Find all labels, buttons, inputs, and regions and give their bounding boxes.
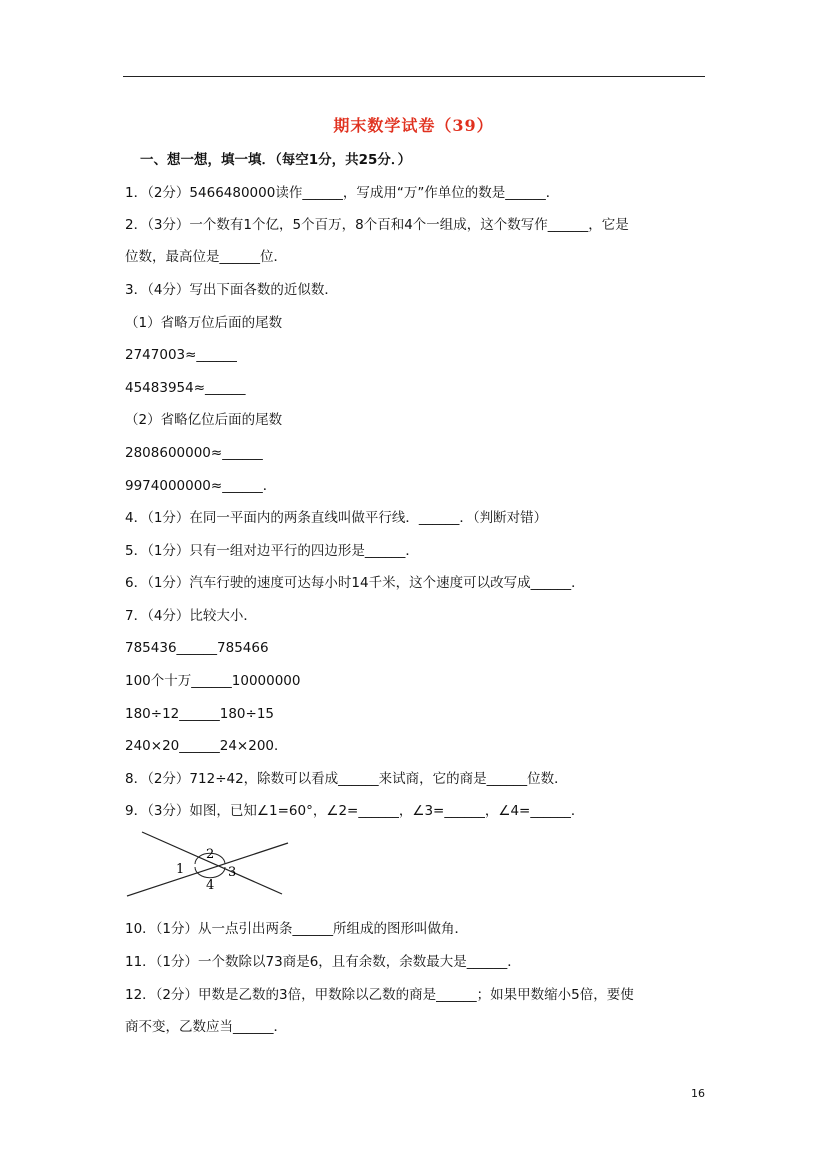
question-2-cont: 位数，最高位是______位． <box>125 249 287 265</box>
angle-label-2: 2 <box>206 847 215 862</box>
question-9: 9．（3分）如图，已知∠1=60°，∠2=______，∠3=______，∠4=______． <box>125 803 585 819</box>
question-3-item: 2808600000≈______ <box>125 445 263 461</box>
question-7-item: 100个十万______10000000 <box>125 673 301 689</box>
angle-label-4: 4 <box>206 878 215 893</box>
question-7-item: 240×20______24×200． <box>125 738 288 754</box>
angle-label-3: 3 <box>228 865 237 880</box>
question-8: 8．（2分）712÷42，除数可以看成______来试商，它的商是______位数． <box>125 771 568 787</box>
question-7-item: 180÷12______180÷15 <box>125 706 275 722</box>
angle-label-1: 1 <box>176 862 185 877</box>
section-heading: 一、想一想，填一填．（每空1分，共25分．） <box>140 152 412 168</box>
question-3-part2: （2）省略亿位后面的尾数 <box>125 412 283 428</box>
page-title: 期末数学试卷（39） <box>333 116 494 135</box>
question-1: 1．（2分）5466480000读作______，写成用“万”作单位的数是______． <box>125 185 560 201</box>
question-3-item: 9974000000≈______． <box>125 478 277 494</box>
question-3: 3．（4分）写出下面各数的近似数． <box>125 282 338 298</box>
question-3-item: 45483954≈______ <box>125 380 246 396</box>
page-number: 16 <box>691 1087 705 1100</box>
question-3-part1: （1）省略万位后面的尾数 <box>125 315 283 331</box>
question-11: 11．（1分）一个数除以73商是6，且有余数，余数最大是______． <box>125 954 521 970</box>
header-rule <box>123 76 705 77</box>
question-5: 5．（1分）只有一组对边平行的四边形是______． <box>125 543 419 559</box>
question-12: 12．（2分）甲数是乙数的3倍，甲数除以乙数的商是______；如果甲数缩小5倍，要使 <box>125 987 634 1003</box>
question-6: 6．（1分）汽车行驶的速度可达每小时14千米，这个速度可以改写成______． <box>125 575 585 591</box>
question-10: 10．（1分）从一点引出两条______所组成的图形叫做角． <box>125 921 469 937</box>
question-12-cont: 商不变，乙数应当______． <box>125 1019 287 1035</box>
question-2: 2．（3分）一个数有1个亿，5个百万，8个百和4个一组成，这个数写作______，它是 <box>125 217 629 233</box>
question-3-item: 2747003≈______ <box>125 347 237 363</box>
question-4: 4．（1分）在同一平面内的两条直线叫做平行线．______．（判断对错） <box>125 510 548 526</box>
question-7-item: 785436______785466 <box>125 640 269 656</box>
angle-figure <box>124 829 294 905</box>
question-7: 7．（4分）比较大小． <box>125 608 257 624</box>
